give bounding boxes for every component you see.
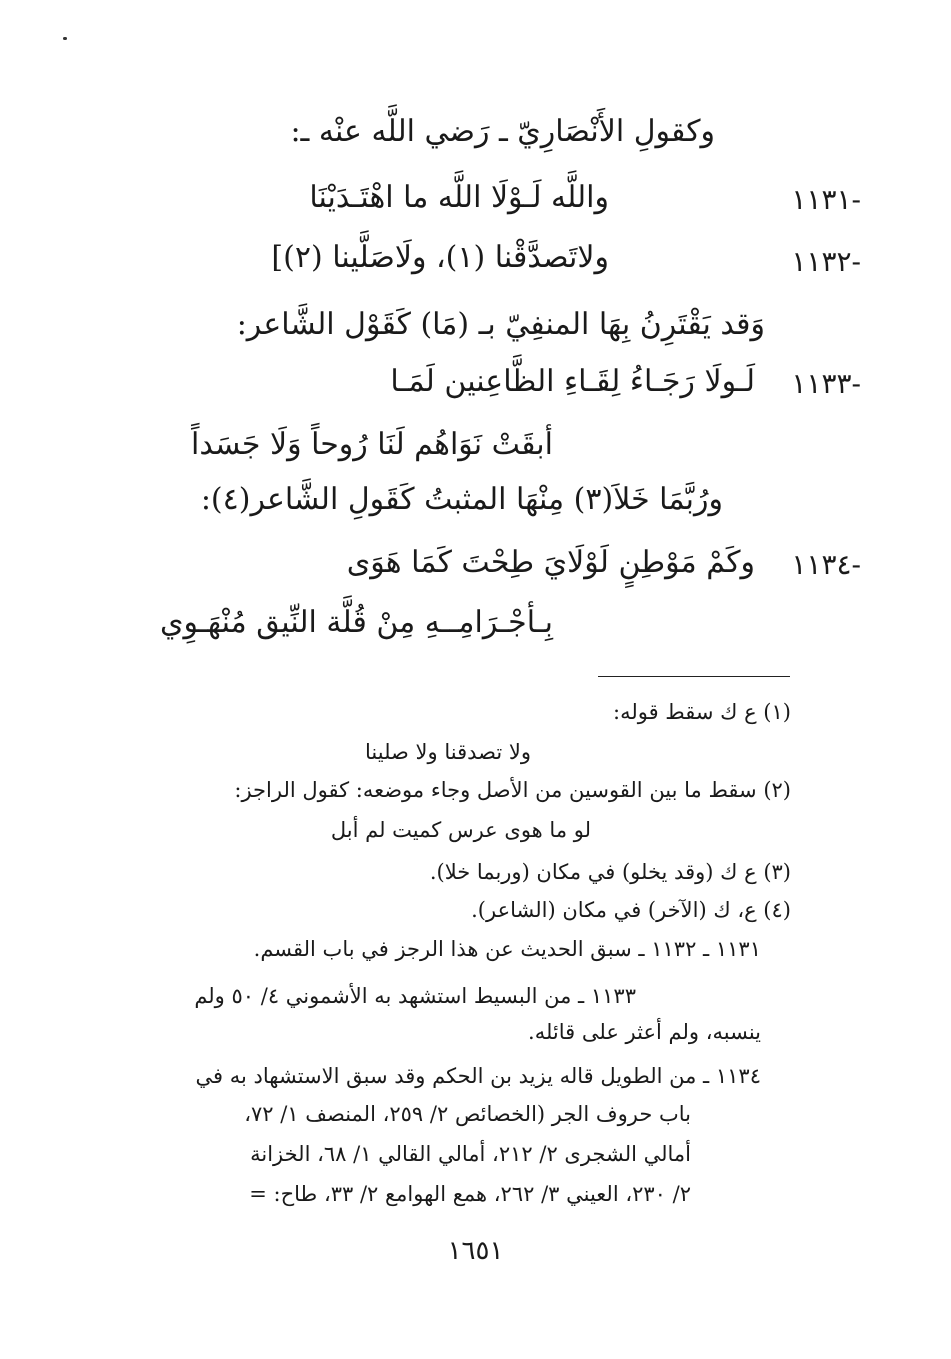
intro-line: وكقولِ الأَنْصَارِيّ ـ رَضي اللَّه عنْه ـ: <box>290 114 715 149</box>
verse-1131: واللَّه لَـوْلَا اللَّه ما اهْتَـدَيْنَا <box>309 180 609 215</box>
note-1131-1132: ١١٣١ ـ ١١٣٢ ـ سبق الحديث عن هذا الرجز في باب القسم. <box>253 937 761 961</box>
note-1134-line-2: باب حروف الجر (الخصائص ٢/ ٢٥٩، المنصف ١/ ٧٢، <box>244 1102 691 1126</box>
verse-1133-second-hemistich: أبقَتْ نَوَاهُم لَنَا رُوحاً وَلَا جَسَداً <box>191 427 553 462</box>
footnote-1-quote: ولا تصدقنا ولا صلينا <box>365 740 531 764</box>
note-1133-line-1: ١١٣٣ ـ من البسيط استشهد به الأشموني ٤/ ٥٠ ولم <box>194 984 636 1008</box>
verse-1134-second-hemistich: بِـأجْـرَامِــهِ مِنْ قُلَّة النِّيق مُنْهَـوِي <box>160 605 553 640</box>
footnote-2-quote: لو ما هوى عرس كميت لم أبل <box>330 818 591 842</box>
note-1133-line-2: ينسبه، ولم أعثر على قائله. <box>528 1020 761 1044</box>
verse-1132: ولاتَصدَّقْنا (١)، ولَاصَلَّينا (٢)] <box>271 240 609 275</box>
verse-number-1132: -١١٣٢ <box>791 245 861 278</box>
page-number: ١٦٥١ <box>447 1236 504 1266</box>
connector-line-2: ورُبَّمَا خَلاَ(٣) مِنْهَا المثبتُ كَقَولِ الشَّاعر(٤): <box>200 482 723 517</box>
note-1134-line-3: أمالي الشجرى ٢/ ٢١٢، أمالي القالي ١/ ٦٨، الخزانة <box>250 1142 691 1166</box>
note-1134-line-1: ١١٣٤ ـ من الطويل قاله يزيد بن الحكم وقد سبق الاستشهاد به في <box>195 1064 761 1088</box>
note-1134-line-4: ٢/ ٢٣٠، العيني ٣/ ٢٦٢، همع الهوامع ٢/ ٣٣، طاح: = <box>249 1182 691 1206</box>
verse-1134-first-hemistich: وكَمْ مَوْطِنٍ لَوْلَايَ طِحْتَ كَمَا هَوَى <box>346 545 755 580</box>
footnote-2: (٢) سقط ما بين القوسين من الأصل وجاء موضعه: كقول الراجز: <box>234 778 791 802</box>
connector-line-1: وَقد يَقْتَرِنُ بِهَا المنفِيّ بـ (مَا) كَقَوْل الشَّاعر: <box>236 307 765 342</box>
verse-number-1131: -١١٣١ <box>791 183 861 216</box>
verse-number-1133: -١١٣٣ <box>791 367 861 400</box>
scan-speck <box>63 37 67 40</box>
verse-number-1134: -١١٣٤ <box>791 548 861 581</box>
verse-1133-first-hemistich: لَـولَا رَجَـاءُ لِقَـاءِ الظَّاعِنين لَمَـا <box>390 364 755 399</box>
footnote-1: (١) ع ك سقط قوله: <box>613 700 791 724</box>
footnote-separator <box>598 676 790 677</box>
footnote-3: (٣) ع ك (وقد يخلو) في مكان (وربما خلا). <box>429 860 791 884</box>
footnote-4: (٤) ع، ك (الآخر) في مكان (الشاعر). <box>471 898 791 922</box>
